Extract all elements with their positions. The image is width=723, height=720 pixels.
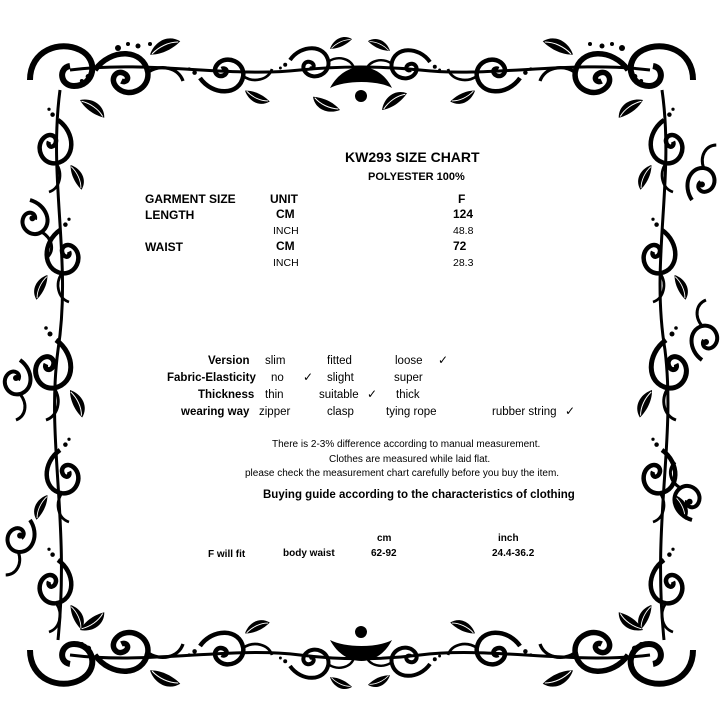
option-super: super	[394, 372, 423, 384]
guide-cm-range: 62-92	[371, 548, 397, 559]
waist-cm-value: 72	[453, 239, 467, 253]
check-icon: ✓	[367, 387, 378, 401]
note-line: please check the measurement chart carefully before you buy the item.	[245, 468, 560, 479]
guide-measure-label: body waist	[283, 548, 335, 559]
option-clasp: clasp	[327, 406, 354, 418]
guide-col-cm: cm	[377, 533, 392, 544]
unit-header: UNIT	[270, 192, 298, 206]
attr-label-elasticity: Fabric-Elasticity	[167, 372, 256, 384]
option-loose: loose	[395, 355, 423, 367]
option-slim: slim	[265, 355, 286, 367]
material-label: POLYESTER 100%	[368, 171, 465, 183]
unit-cm: CM	[276, 207, 295, 221]
option-suitable: suitable	[319, 389, 359, 401]
guide-inch-range: 24.4-36.2	[492, 548, 535, 559]
option-fitted: fitted	[327, 355, 352, 367]
unit-cm: CM	[276, 239, 295, 253]
check-icon: ✓	[303, 370, 314, 384]
unit-inch: INCH	[273, 257, 299, 269]
row-label-length: LENGTH	[145, 208, 195, 222]
option-no: no	[271, 372, 284, 384]
option-rubber-string: rubber string	[492, 406, 557, 418]
length-inch-value: 48.8	[453, 225, 474, 237]
waist-inch-value: 28.3	[453, 257, 474, 269]
guide-col-inch: inch	[498, 533, 519, 544]
option-tying-rope: tying rope	[386, 406, 437, 418]
option-zipper: zipper	[259, 406, 291, 418]
check-icon: ✓	[565, 404, 576, 418]
note-line: Clothes are measured while laid flat.	[329, 454, 491, 465]
guide-title: Buying guide according to the characteristics of clothing	[263, 489, 575, 501]
note-line: There is 2-3% difference according to manual measurement.	[272, 439, 541, 450]
option-thin: thin	[265, 389, 284, 401]
option-slight: slight	[327, 372, 354, 384]
chart-title: KW293 SIZE CHART	[345, 149, 480, 165]
unit-inch: INCH	[273, 225, 299, 237]
garment-size-header: GARMENT SIZE	[145, 192, 236, 206]
size-header: F	[458, 192, 466, 206]
guide-fit-label: F will fit	[208, 549, 246, 560]
row-label-waist: WAIST	[145, 240, 183, 254]
length-cm-value: 124	[453, 207, 474, 221]
attr-label-wearing-way: wearing way	[181, 406, 250, 418]
attr-label-thickness: Thickness	[198, 389, 255, 401]
check-icon: ✓	[438, 353, 449, 367]
attr-label-version: Version	[208, 355, 250, 367]
option-thick: thick	[396, 389, 420, 401]
